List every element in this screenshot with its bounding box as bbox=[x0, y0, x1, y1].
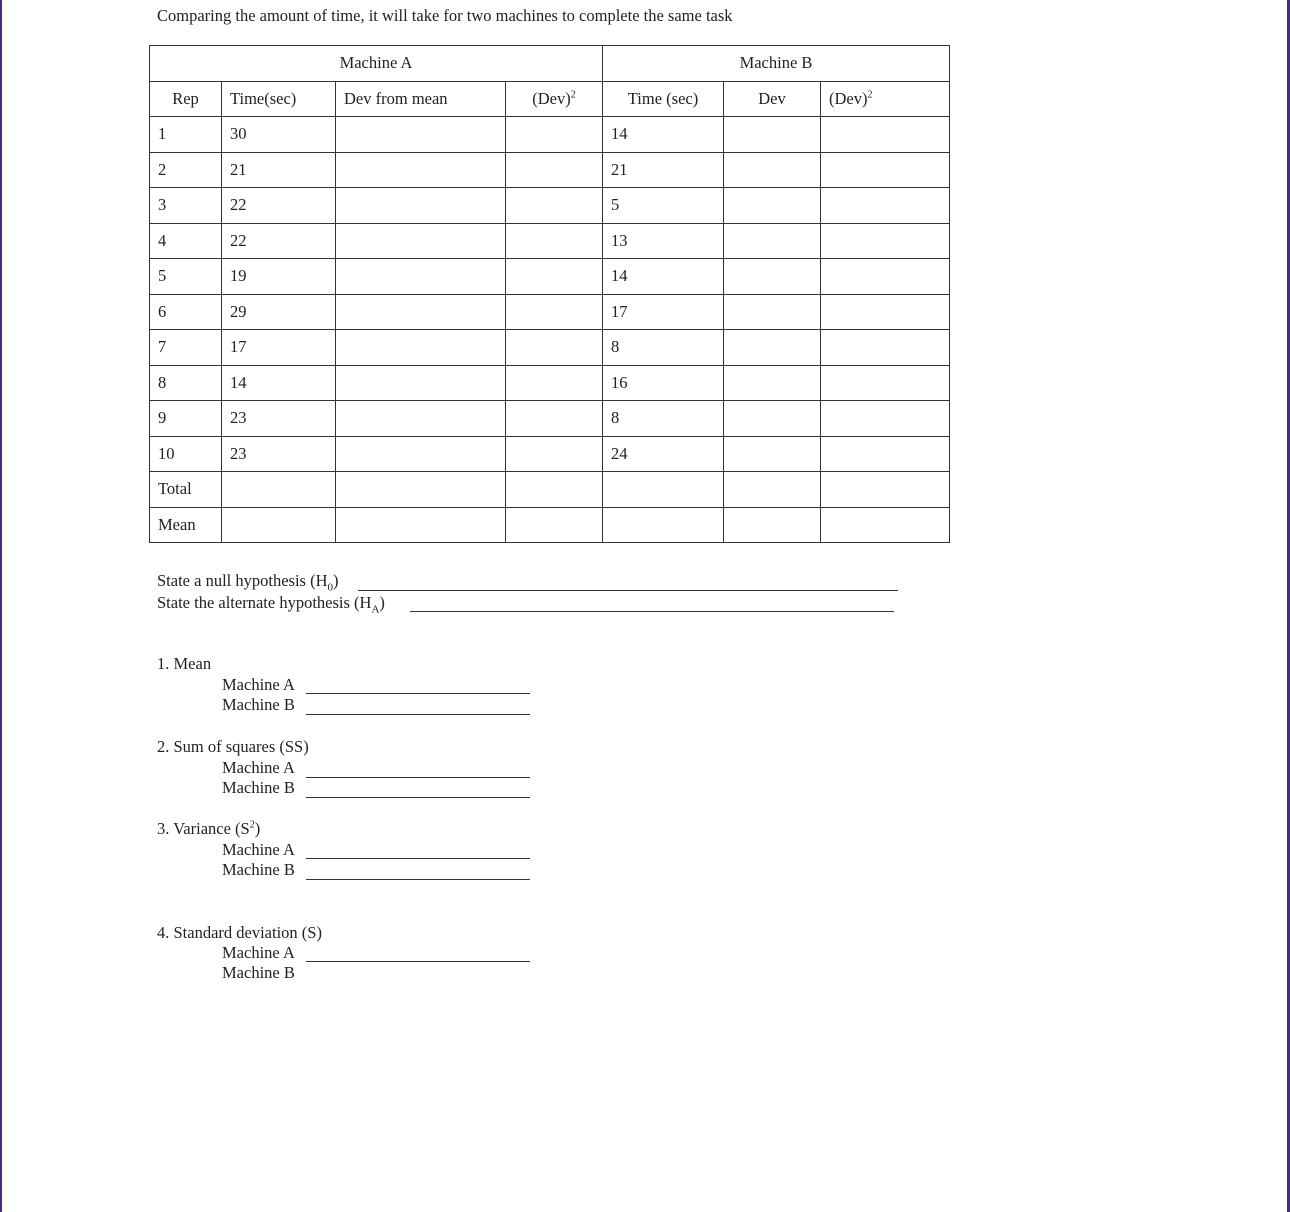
rep-cell: 10 bbox=[150, 436, 222, 472]
dev-a-cell[interactable] bbox=[336, 330, 506, 366]
group-header-row bbox=[150, 46, 950, 82]
q3-machine-b-label: Machine B bbox=[222, 860, 295, 879]
total-time-a-cell[interactable] bbox=[222, 472, 336, 508]
q3-heading bbox=[157, 819, 260, 839]
dev-sq-a-cell[interactable] bbox=[506, 436, 603, 472]
time-b-cell: 16 bbox=[603, 365, 724, 401]
time-a-cell: 17 bbox=[222, 330, 336, 366]
dev-a-cell[interactable] bbox=[336, 259, 506, 295]
alt-hypothesis-blank[interactable] bbox=[410, 611, 894, 612]
table-row bbox=[150, 117, 950, 153]
time-b-cell: 24 bbox=[603, 436, 724, 472]
table-row bbox=[150, 259, 950, 295]
dev-sq-b-cell[interactable] bbox=[821, 188, 950, 224]
dev-b-cell[interactable] bbox=[724, 188, 821, 224]
dev-sq-a-cell[interactable] bbox=[506, 330, 603, 366]
dev-b-cell[interactable] bbox=[724, 294, 821, 330]
dev-sq-b-cell[interactable] bbox=[821, 117, 950, 153]
dev-a-cell[interactable] bbox=[336, 365, 506, 401]
dev-a-cell[interactable] bbox=[336, 223, 506, 259]
time-b-cell: 8 bbox=[603, 330, 724, 366]
null-close: ) bbox=[332, 571, 339, 590]
dev-sq-a-cell[interactable] bbox=[506, 117, 603, 153]
dev-sq-b-cell[interactable] bbox=[821, 365, 950, 401]
dev-sq-a-text: (Dev) bbox=[532, 88, 571, 108]
dev-sq-b-cell[interactable] bbox=[821, 436, 950, 472]
time-a-cell: 19 bbox=[222, 259, 336, 295]
dev-sq-b-cell[interactable] bbox=[821, 223, 950, 259]
dev-sq-b-sup: 2 bbox=[867, 89, 873, 101]
alt-prefix: State the alternate hypothesis (H bbox=[157, 593, 372, 612]
page-title: Comparing the amount of time, it will take for two machines to complete the same task bbox=[157, 6, 733, 25]
null-sub: 0 bbox=[327, 581, 333, 594]
dev-sq-b-header bbox=[821, 81, 950, 117]
dev-sq-a-sup: 2 bbox=[570, 89, 576, 101]
dev-b-cell[interactable] bbox=[724, 365, 821, 401]
time-a-cell: 30 bbox=[222, 117, 336, 153]
table-row bbox=[150, 436, 950, 472]
mean-label-cell: Mean bbox=[150, 507, 222, 543]
q2-machine-b-label: Machine B bbox=[222, 778, 295, 797]
rep-cell: 5 bbox=[150, 259, 222, 295]
total-dev-b-cell[interactable] bbox=[724, 472, 821, 508]
dev-a-cell[interactable] bbox=[336, 294, 506, 330]
q2-machine-b-blank[interactable] bbox=[306, 797, 530, 798]
dev-b-cell[interactable] bbox=[724, 401, 821, 437]
dev-sq-a-cell[interactable] bbox=[506, 188, 603, 224]
machine-a-header: Machine A bbox=[150, 46, 603, 82]
dev-sq-a-cell[interactable] bbox=[506, 223, 603, 259]
total-time-b-cell[interactable] bbox=[603, 472, 724, 508]
q1-machine-b-blank[interactable] bbox=[306, 714, 530, 715]
time-b-cell: 14 bbox=[603, 259, 724, 295]
mean-dev-b-cell[interactable] bbox=[724, 507, 821, 543]
time-b-cell: 14 bbox=[603, 117, 724, 153]
q4-machine-b-label: Machine B bbox=[222, 963, 295, 980]
q3-sup: 2 bbox=[249, 819, 255, 831]
rep-cell: 9 bbox=[150, 401, 222, 437]
time-a-cell: 29 bbox=[222, 294, 336, 330]
q1-machine-a-label: Machine A bbox=[222, 675, 295, 694]
rep-cell: 1 bbox=[150, 117, 222, 153]
dev-sq-b-cell[interactable] bbox=[821, 259, 950, 295]
column-header-row bbox=[150, 81, 950, 117]
time-b-cell: 8 bbox=[603, 401, 724, 437]
null-hypothesis-label bbox=[157, 571, 338, 593]
q1-machine-b-label: Machine B bbox=[222, 695, 295, 714]
q1-heading: 1. Mean bbox=[157, 654, 212, 673]
time-a-cell: 23 bbox=[222, 401, 336, 437]
dev-sq-b-cell[interactable] bbox=[821, 330, 950, 366]
dev-sq-a-cell[interactable] bbox=[506, 401, 603, 437]
table-row bbox=[150, 152, 950, 188]
null-prefix: State a null hypothesis (H bbox=[157, 571, 328, 590]
rep-cell: 8 bbox=[150, 365, 222, 401]
table-row bbox=[150, 223, 950, 259]
dev-b-cell[interactable] bbox=[724, 436, 821, 472]
mean-dev-a-cell[interactable] bbox=[336, 507, 506, 543]
time-b-cell: 13 bbox=[603, 223, 724, 259]
dev-a-cell[interactable] bbox=[336, 117, 506, 153]
dev-b-cell[interactable] bbox=[724, 259, 821, 295]
table-row bbox=[150, 188, 950, 224]
time-b-header: Time (sec) bbox=[603, 81, 724, 117]
rep-cell: 6 bbox=[150, 294, 222, 330]
q2-machine-a-label: Machine A bbox=[222, 758, 295, 777]
q3-machine-a-blank[interactable] bbox=[306, 858, 530, 859]
time-b-cell: 17 bbox=[603, 294, 724, 330]
q4-machine-a-blank[interactable] bbox=[306, 961, 530, 962]
table-row bbox=[150, 401, 950, 437]
dev-a-cell[interactable] bbox=[336, 401, 506, 437]
dev-a-cell[interactable] bbox=[336, 188, 506, 224]
mean-time-b-cell[interactable] bbox=[603, 507, 724, 543]
dev-a-header: Dev from mean bbox=[336, 81, 506, 117]
mean-row bbox=[150, 507, 950, 543]
q1-machine-a-blank[interactable] bbox=[306, 693, 530, 694]
q3-machine-b-blank[interactable] bbox=[306, 879, 530, 880]
dev-b-cell[interactable] bbox=[724, 223, 821, 259]
total-dev-a-cell[interactable] bbox=[336, 472, 506, 508]
table-body bbox=[150, 46, 950, 543]
alt-hypothesis-label bbox=[157, 593, 385, 615]
data-table bbox=[149, 45, 950, 543]
rep-cell: 4 bbox=[150, 223, 222, 259]
dev-a-cell[interactable] bbox=[336, 152, 506, 188]
dev-sq-b-cell[interactable] bbox=[821, 401, 950, 437]
left-edge-bar bbox=[0, 0, 2, 1212]
total-dev-sq-a-cell[interactable] bbox=[506, 472, 603, 508]
dev-sq-a-cell[interactable] bbox=[506, 259, 603, 295]
dev-b-cell[interactable] bbox=[724, 117, 821, 153]
dev-sq-a-cell[interactable] bbox=[506, 152, 603, 188]
dev-sq-a-cell[interactable] bbox=[506, 365, 603, 401]
time-a-header: Time(sec) bbox=[222, 81, 336, 117]
alt-close: ) bbox=[379, 593, 385, 612]
q2-heading: 2. Sum of squares (SS) bbox=[157, 737, 309, 756]
q2-machine-a-blank[interactable] bbox=[306, 777, 530, 778]
q4-machine-a-label: Machine A bbox=[222, 943, 295, 962]
mean-dev-sq-a-cell[interactable] bbox=[506, 507, 603, 543]
q3-prefix: 3. Variance (S bbox=[157, 819, 250, 838]
table-row bbox=[150, 330, 950, 366]
time-a-cell: 23 bbox=[222, 436, 336, 472]
dev-b-cell[interactable] bbox=[724, 330, 821, 366]
rep-header: Rep bbox=[150, 81, 222, 117]
total-label-cell: Total bbox=[150, 472, 222, 508]
dev-sq-b-cell[interactable] bbox=[821, 294, 950, 330]
dev-a-cell[interactable] bbox=[336, 436, 506, 472]
mean-dev-sq-b-cell[interactable] bbox=[821, 507, 950, 543]
rep-cell: 2 bbox=[150, 152, 222, 188]
time-a-cell: 14 bbox=[222, 365, 336, 401]
machine-b-header: Machine B bbox=[603, 46, 950, 82]
time-a-cell: 22 bbox=[222, 223, 336, 259]
dev-sq-b-text: (Dev) bbox=[829, 88, 868, 108]
mean-time-a-cell[interactable] bbox=[222, 507, 336, 543]
dev-b-cell[interactable] bbox=[724, 152, 821, 188]
dev-sq-a-cell[interactable] bbox=[506, 294, 603, 330]
rep-cell: 3 bbox=[150, 188, 222, 224]
table-row bbox=[150, 365, 950, 401]
time-b-cell: 21 bbox=[603, 152, 724, 188]
rep-cell: 7 bbox=[150, 330, 222, 366]
total-row bbox=[150, 472, 950, 508]
dev-sq-b-cell[interactable] bbox=[821, 152, 950, 188]
dev-sq-a-header bbox=[506, 81, 603, 117]
dev-b-header: Dev bbox=[724, 81, 821, 117]
q4-heading: 4. Standard deviation (S) bbox=[157, 923, 322, 942]
time-a-cell: 22 bbox=[222, 188, 336, 224]
table-row bbox=[150, 294, 950, 330]
null-hypothesis-blank[interactable] bbox=[358, 590, 898, 591]
q3-machine-a-label: Machine A bbox=[222, 840, 295, 859]
time-a-cell: 21 bbox=[222, 152, 336, 188]
alt-sub: A bbox=[371, 603, 380, 616]
total-dev-sq-b-cell[interactable] bbox=[821, 472, 950, 508]
time-b-cell: 5 bbox=[603, 188, 724, 224]
q3-suffix: ) bbox=[254, 819, 261, 838]
